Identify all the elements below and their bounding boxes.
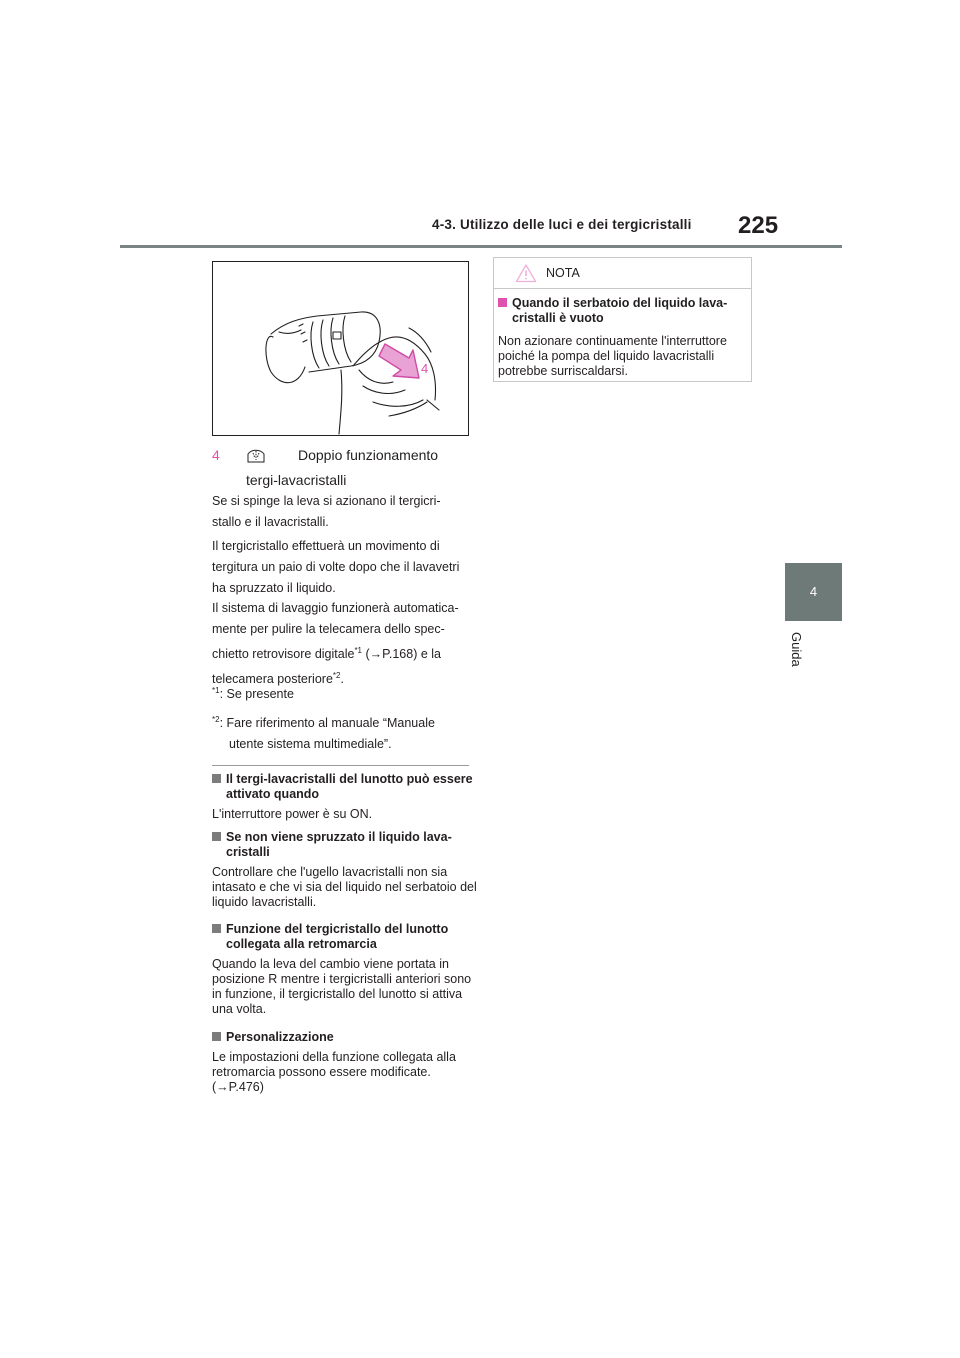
- section-body: L'interruttore power è su ON.: [212, 807, 373, 821]
- nota-body: Non azionare continuamente l'interruttore poiché la pompa del liquido lavacristalli potrebbe surriscaldarsi.: [498, 334, 727, 378]
- chapter-tab: 4: [785, 563, 842, 621]
- section-heading: [212, 830, 477, 860]
- section-heading-text: Se non viene spruzzato il liquido lava-cristalli: [226, 830, 452, 859]
- wiper-lever-illustration: [213, 262, 468, 435]
- lever-body-outline: [271, 312, 380, 372]
- section-heading: [212, 772, 477, 802]
- page-number: 225: [738, 212, 779, 239]
- footnote-ref: *1: [354, 646, 362, 655]
- text-span: .: [340, 672, 344, 687]
- nota-header: [494, 258, 751, 289]
- section-marker-icon: [212, 832, 221, 841]
- info-section: [212, 772, 477, 822]
- washer-spray-icon: [246, 445, 266, 465]
- text-span: chietto retrovisore digitale: [212, 647, 355, 662]
- section-body: Le impostazioni della funzione collegata alla retromarcia possono essere modificate. (→P.476): [212, 1050, 456, 1094]
- section-marker-icon: [212, 774, 221, 783]
- text-span: telecamera posteriore: [212, 672, 333, 687]
- footnote-1: [212, 686, 477, 701]
- section-heading-text: Il tergi-lavacristalli del lunotto può essere attivato quando: [226, 772, 473, 801]
- item-title-continued: tergi-lavacristalli: [246, 472, 347, 488]
- section-heading: [212, 922, 477, 952]
- text-line: ha spruzzato il liquido.: [212, 581, 336, 595]
- nota-title: NOTA: [546, 266, 580, 280]
- item-title: Doppio funzionamento: [298, 447, 439, 463]
- footnote-2: [212, 709, 477, 755]
- text-line: Il sistema di lavaggio funzionerà automatica-: [212, 601, 459, 615]
- section-body: Controllare che l'ugello lavacristalli non sia intasato e che vi sia del liquido nel serbatoio del liquido lavacristalli.: [212, 865, 477, 909]
- info-section: [212, 830, 477, 910]
- section-marker-icon: [212, 924, 221, 933]
- footnote-text: : Fare riferimento al manuale “Manuale: [219, 716, 435, 731]
- nota-box: [493, 257, 752, 382]
- text-line: tergitura un paio di volte dopo che il lavavetri: [212, 560, 460, 574]
- text-line: [212, 640, 477, 665]
- footnote-text: utente sistema multimediale”.: [229, 737, 392, 752]
- paragraph-3: [212, 598, 477, 690]
- footnote-text: : Se presente: [219, 687, 294, 702]
- header-divider: [120, 245, 842, 248]
- footnote-mark: *2: [212, 715, 220, 724]
- item-number: 4: [212, 447, 220, 463]
- figure-callout: 4: [421, 361, 429, 376]
- chapter-label-text: Guida: [789, 632, 804, 667]
- section-title: 4-3. Utilizzo delle luci e dei tergicristalli: [432, 217, 692, 232]
- page-reference: (→P.168) e la: [362, 647, 441, 662]
- section-heading-text: Personalizzazione: [226, 1030, 334, 1044]
- paragraph-1: [212, 491, 477, 533]
- warning-triangle-icon: [515, 263, 537, 283]
- section-marker-icon: [212, 1032, 221, 1041]
- footnote-mark: *1: [212, 686, 220, 695]
- info-section: [212, 922, 477, 1017]
- nota-marker-icon: [498, 298, 507, 307]
- text-line: Se si spinge la leva si azionano il tergicri-: [212, 494, 441, 508]
- push-arrow: [379, 344, 419, 378]
- chapter-label: [784, 632, 810, 692]
- text-line: Il tergicristallo effettuerà un movimento di: [212, 539, 440, 553]
- text-line: mente per pulire la telecamera dello spec-: [212, 622, 445, 636]
- info-section: [212, 1030, 477, 1095]
- text-line: stallo e il lavacristalli.: [212, 515, 329, 529]
- section-heading-text: Funzione del tergicristallo del lunotto collegata alla retromarcia: [226, 922, 449, 951]
- paragraph-2: [212, 536, 477, 599]
- nota-heading-text: Quando il serbatoio del liquido lava-cristalli è vuoto: [512, 296, 728, 325]
- lever-knob-outline: [266, 336, 305, 382]
- wiper-lever-figure: [212, 261, 469, 436]
- nota-heading: [498, 296, 757, 326]
- section-divider: [212, 765, 469, 766]
- section-body: Quando la leva del cambio viene portata in posizione R mentre i tergicristalli anteriori sono in funzione, il tergicristallo del lunotto si attiva una volta.: [212, 957, 472, 1016]
- section-heading: [212, 1030, 477, 1045]
- footnote-ref: *2: [332, 671, 341, 681]
